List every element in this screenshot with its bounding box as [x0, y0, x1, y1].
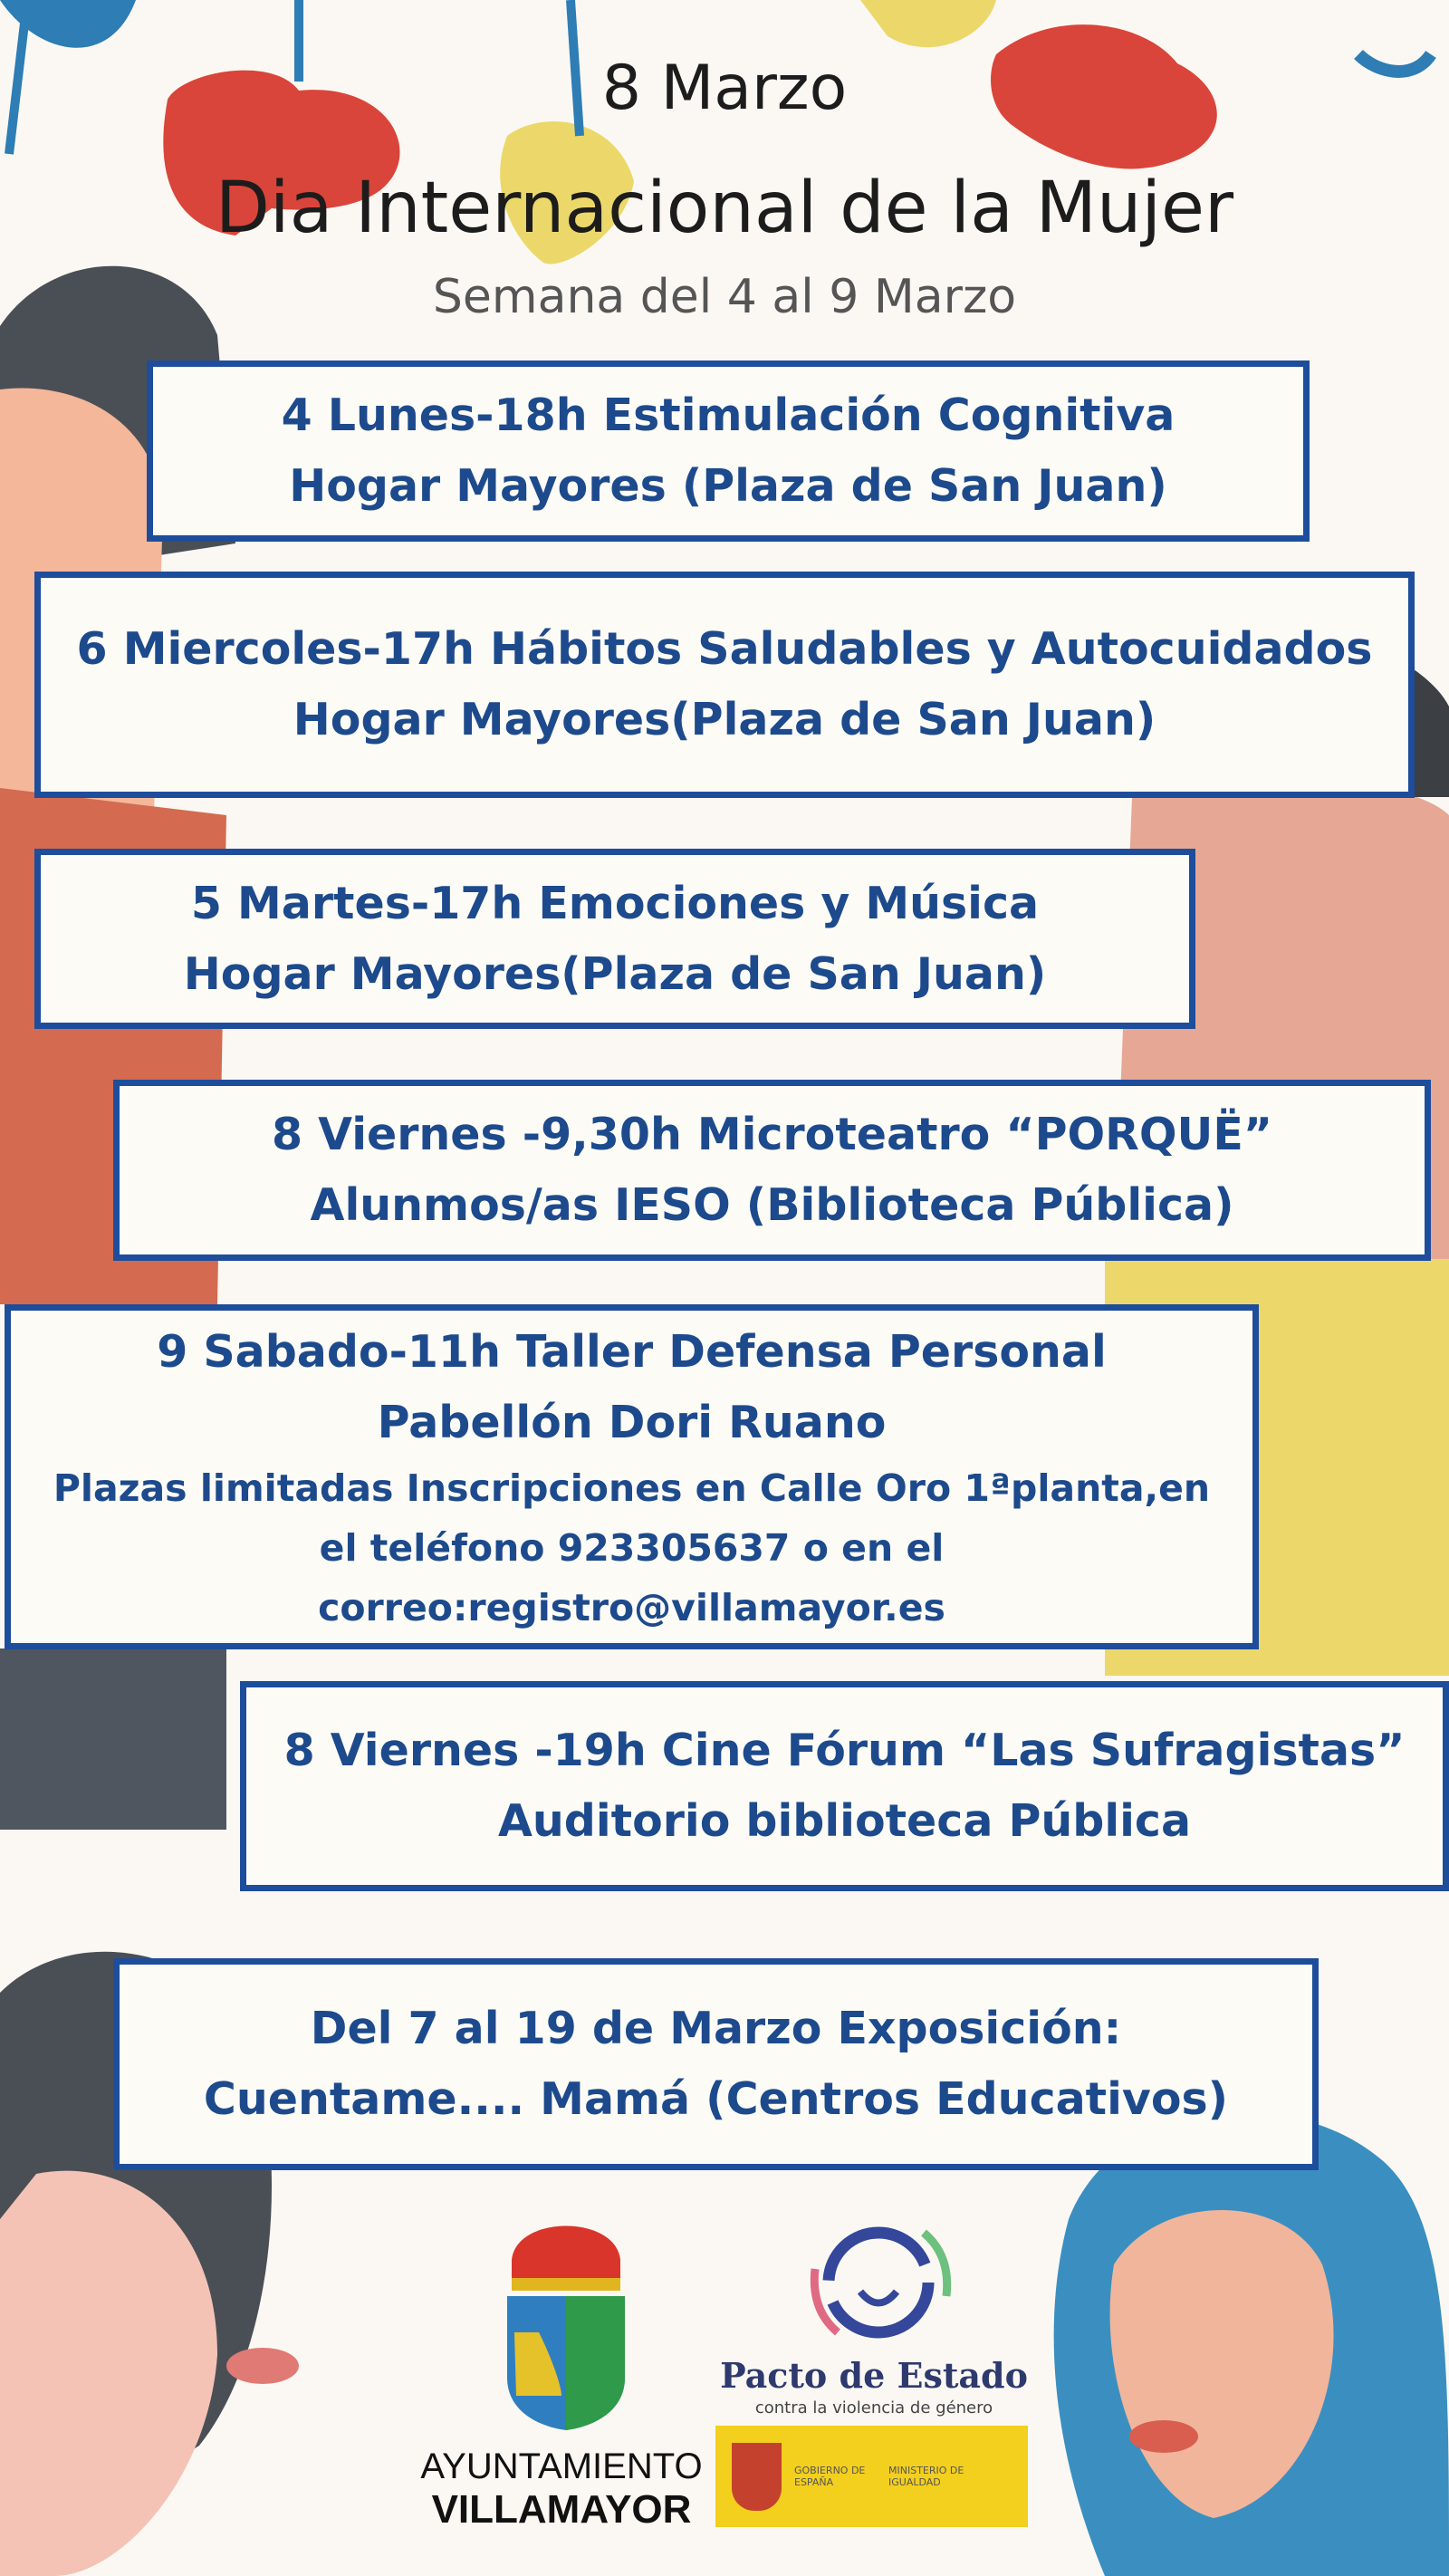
- event-title: 8 Viernes -9,30h Microteatro “PORQUË”: [271, 1109, 1272, 1160]
- event-note: el teléfono 923305637 o en el: [319, 1525, 945, 1570]
- ayuntamiento-line2: VILLAMAYOR: [431, 2487, 692, 2532]
- event-place: Hogar Mayores(Plaza de San Juan): [293, 694, 1156, 745]
- event-title: 4 Lunes-18h Estimulación Cognitiva: [281, 389, 1176, 441]
- gobierno-label: GOBIERNO DE ESPAÑA: [794, 2465, 866, 2488]
- event-place: Hogar Mayores(Plaza de San Juan): [183, 947, 1047, 1000]
- ayuntamiento-label: [398, 2446, 724, 2533]
- pacto-de-estado-title: Pacto de Estado: [720, 2355, 1028, 2396]
- event-place: Pabellón Dori Ruano: [377, 1396, 887, 1448]
- gobierno-espana-logo: [715, 2426, 1028, 2527]
- event-place: Hogar Mayores (Plaza de San Juan): [289, 460, 1167, 512]
- pacto-de-estado-subtitle: contra la violencia de género: [754, 2398, 993, 2417]
- villamayor-coat-of-arms-logo: [498, 2206, 634, 2432]
- event-card: [34, 849, 1195, 1029]
- event-card: [5, 1304, 1259, 1649]
- event-title: 8 Viernes -19h Cine Fórum “Las Sufragistas”: [283, 1725, 1406, 1776]
- event-place: Cuentame.... Mamá (Centros Educativos): [203, 2073, 1229, 2125]
- title-date: 8 Marzo: [601, 53, 848, 124]
- event-card: [147, 360, 1310, 542]
- event-email: correo:registro@villamayor.es: [318, 1585, 945, 1629]
- subtitle-week: Semana del 4 al 9 Marzo: [432, 270, 1017, 324]
- event-title: Del 7 al 19 de Marzo Exposición:: [310, 2003, 1122, 2054]
- event-place: Alunmos/as IESO (Biblioteca Pública): [310, 1179, 1234, 1231]
- pacto-de-estado-logo-icon: [788, 2215, 969, 2350]
- event-title: 6 Miercoles-17h Hábitos Saludables y Autocuidados: [76, 623, 1373, 675]
- event-title: 9 Sabado-11h Taller Defensa Personal: [157, 1325, 1107, 1378]
- event-place: Auditorio biblioteca Pública: [497, 1795, 1192, 1847]
- event-title: 5 Martes-17h Emociones y Música: [190, 877, 1040, 929]
- event-card: [113, 1958, 1319, 2170]
- ayuntamiento-line1: AYUNTAMIENTO: [420, 2446, 703, 2486]
- event-card: [34, 572, 1415, 798]
- event-card: [113, 1080, 1431, 1261]
- title-event: Dia Internacional de la Mujer: [215, 168, 1234, 249]
- event-card: [240, 1681, 1449, 1891]
- event-note: Plazas limitadas Inscripciones en Calle Oro 1ªplanta,en: [53, 1466, 1211, 1510]
- ministerio-label: MINISTERIO DE IGUALDAD: [888, 2465, 964, 2488]
- spain-coat-of-arms-icon: [732, 2443, 782, 2511]
